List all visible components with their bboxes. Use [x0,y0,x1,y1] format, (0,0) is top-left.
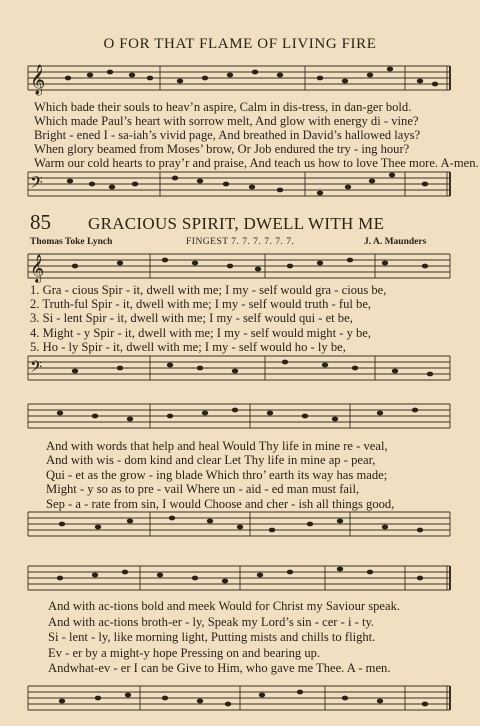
hymn-author: Thomas Toke Lynch [30,237,113,247]
lyric-line: 4. Might - y Spir - it, dwell with me; I my - self would might - y be, [30,325,372,340]
lyric-line: 2. Truth-ful Spir - it, dwell with me; I my - self would truth - ful be, [30,297,372,312]
lyric-line: Si - lent - ly, like morning light, Putting mists and chills to flight. [48,630,376,645]
lyric-line: Warm our cold hearts to pray’r and praise, And teach us how to love Thee more. A-men. [34,156,479,170]
lyric-line: And with ac-tions broth-er - ly, Speak my Lord’s sin - cer - i - ty. [48,614,375,629]
lyric-line: 5. Ho - ly Spir - it, dwell with me; I my - self would ho - ly be, [30,339,346,354]
lyric-line: Ev - er by a might-y hope Pressing on and bearing up. [48,645,321,660]
lyric-line: 3. Si - lent Spir - it, dwell with me; I my - self would qui - et be, [30,311,353,326]
prev-hymn-title: O FOR THAT FLAME OF LIVING FIRE [103,36,377,52]
system3-bass-staff [0,682,480,718]
lyric-line: And with ac-tions bold and meek Would for Christ my Saviour speak. [48,599,401,613]
lyric-line: And with words that help and heal Would Thy life in mine re - veal, [46,439,388,453]
prev-hymn-lyrics [34,101,479,171]
prev-treble-staff [0,58,480,98]
lyric-line: Bright - ened I - sa-iah’s vivid page, And breathed in David’s hallowed lays? [34,128,421,142]
hymn-number: 85 [30,210,51,234]
system1-treble-staff [0,248,480,284]
svg-text:𝄞: 𝄞 [30,254,45,282]
system2-treble-staff [0,398,480,434]
lyric-line: Sep - a - rate from sin, I would Choose and cher - ish all things good, [46,496,395,511]
lyric-line: And with wis - dom kind and clear Let Thy life in mine ap - pear, [46,453,376,468]
lyric-line: Which bade their souls to heav’n aspire, Calm in dis-tress, in dan-ger bold. [34,100,412,114]
system3-lyrics [48,600,400,678]
hymn-title: GRACIOUS SPIRIT, DWELL WITH ME [88,214,385,233]
svg-text:𝄢: 𝄢 [30,358,43,380]
system3-treble-staff [0,560,480,596]
lyric-line: Which made Paul’s heart with sorrow melt, And glow with energy di - vine? [34,114,419,128]
svg-text:𝄞: 𝄞 [30,65,46,95]
lyric-line: Might - y so as to pre - vail Where un - aid - ed man must fail, [46,482,360,497]
hymn-tune: FINGEST 7. 7. 7. 7. 7. 7. [186,237,295,247]
lyric-line: Andwhat-ev - er I can be Give to Him, who gave me Thee. A - men. [48,661,391,676]
prev-bass-staff [0,166,480,206]
hymn-composer: J. A. Maunders [364,237,427,247]
system1-lyrics [30,284,386,355]
lyric-line: When glory beamed from Moses’ brow, Or Job endured the try - ing hour? [34,142,410,156]
system2-bass-staff [0,508,480,542]
system2-lyrics [46,440,394,512]
svg-text:𝄢: 𝄢 [30,172,43,196]
lyric-line: Qui - et as the grow - ing blade Which thro’ earth its way has made; [46,467,388,482]
system1-bass-staff [0,352,480,386]
lyric-line: 1. Gra - cious Spir - it, dwell with me; I my - self would gra - cious be, [30,283,387,297]
